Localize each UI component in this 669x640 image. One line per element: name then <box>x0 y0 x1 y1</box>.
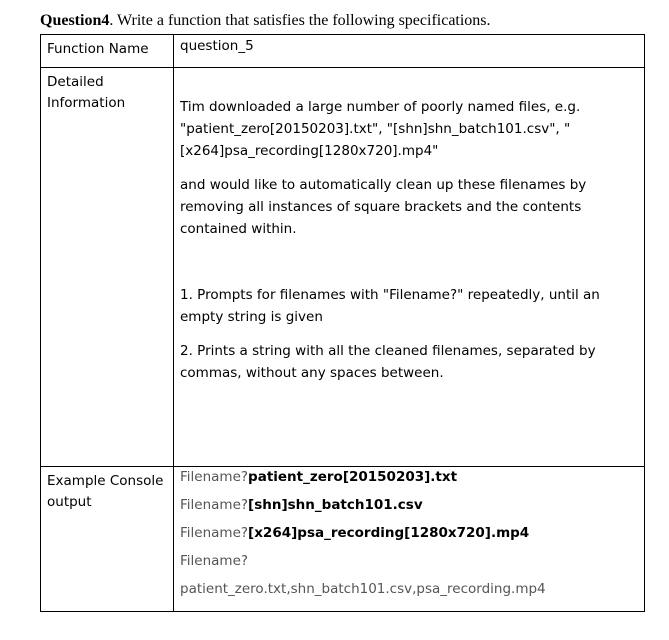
console-input: [shn]shn_batch101.csv <box>248 497 423 513</box>
detailed-label-line2: Information <box>47 95 126 111</box>
console-input: patient_zero[20150203].txt <box>248 469 458 485</box>
example-console-row <box>41 467 645 612</box>
example-console-label: Example Console output <box>41 467 174 612</box>
console-prompt: Filename? <box>180 469 249 485</box>
detailed-information-content <box>174 68 645 467</box>
info-paragraph-intro: Tim downloaded a large number of poorly named files, e.g. "patient_zero[20150203].txt", "[shn]shn_batch101.csv", "[x264]psa_recording[1280x720].mp4" <box>180 99 581 159</box>
info-step-1: 1. Prompts for filenames with "Filename?" repeatedly, until an empty string is given <box>180 287 600 325</box>
console-line-3 <box>180 524 638 552</box>
console-line-1 <box>180 468 638 496</box>
console-prompt: Filename? <box>180 525 249 541</box>
console-result: patient_zero.txt,shn_batch101.csv,psa_recording.mp4 <box>180 581 546 597</box>
function-name-value: question_5 <box>174 35 645 68</box>
detailed-label-line1: Detailed <box>47 74 104 90</box>
question-number: Question4 <box>40 12 110 29</box>
function-name-label: Function Name <box>41 35 174 68</box>
console-line-5 <box>180 580 638 608</box>
question-instruction: . Write a function that satisfies the following specifications. <box>109 12 491 29</box>
detailed-information-label <box>41 68 174 467</box>
info-step-2: 2. Prints a string with all the cleaned filenames, separated by commas, without any spaces between. <box>180 343 596 381</box>
info-paragraph-goal: and would like to automatically clean up these filenames by removing all instances of square brackets and the contents contained within. <box>180 177 587 237</box>
detailed-information-row <box>41 68 645 467</box>
console-prompt: Filename? <box>180 497 249 513</box>
console-line-4 <box>180 552 638 580</box>
console-prompt: Filename? <box>180 553 249 569</box>
example-console-output <box>174 467 645 612</box>
console-input: [x264]psa_recording[1280x720].mp4 <box>248 525 530 541</box>
function-name-row <box>41 35 645 68</box>
console-line-2 <box>180 496 638 524</box>
specification-table <box>40 34 645 612</box>
question-heading <box>40 12 491 30</box>
